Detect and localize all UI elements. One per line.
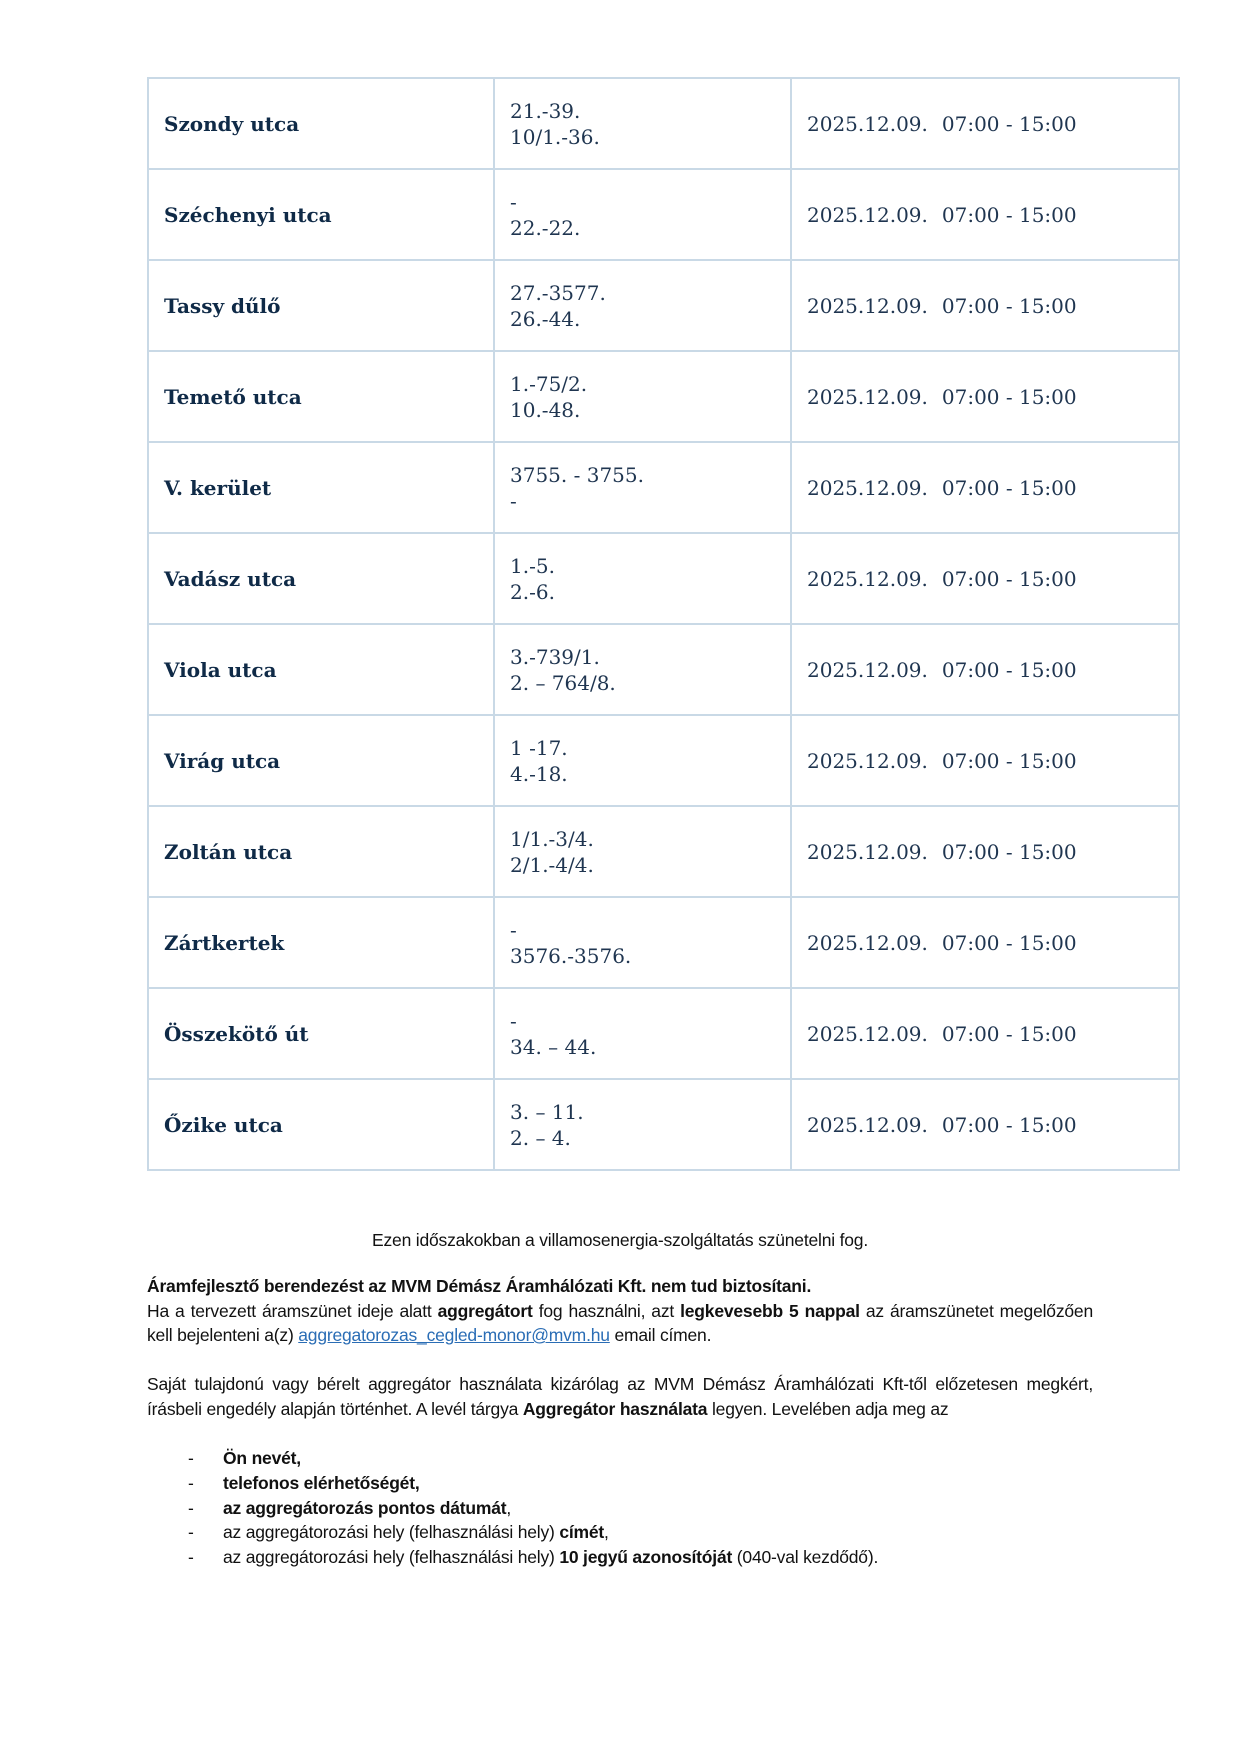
house-numbers-even: 26.-44. xyxy=(510,306,581,331)
outage-date: 2025.12.09. xyxy=(807,293,928,318)
generator-notice-body: Ha a tervezett áramszünet ideje alatt aggregátort fog használni, azt legkevesebb 5 nappal az áramszünetet megelőzően kell bejelenteni a(z) aggregatorozas_cegled-monor@mvm.hu email címen. xyxy=(147,1300,1093,1345)
house-numbers-odd: 1.-75/2. xyxy=(510,371,588,396)
outage-time xyxy=(791,806,1179,897)
outage-date: 2025.12.09. xyxy=(807,384,928,409)
house-numbers xyxy=(494,260,791,351)
outage-schedule-table xyxy=(147,77,1180,1171)
table-row xyxy=(148,260,1179,351)
house-numbers-even: 2. – 4. xyxy=(510,1125,571,1150)
house-numbers-even: 2. – 764/8. xyxy=(510,670,616,695)
house-numbers xyxy=(494,624,791,715)
house-numbers-odd: - xyxy=(510,1008,517,1033)
outage-time xyxy=(791,260,1179,351)
outage-date: 2025.12.09. xyxy=(807,1112,928,1137)
house-numbers-odd: 27.-3577. xyxy=(510,280,606,305)
outage-date: 2025.12.09. xyxy=(807,1021,928,1046)
street-name: Zoltán utca xyxy=(148,806,494,897)
list-item: - az aggregátorozási hely (felhasználási hely) 10 jegyű azonosítóját (040-val kezdődő). xyxy=(147,1545,1093,1570)
outage-hours: 07:00 - 15:00 xyxy=(941,748,1077,773)
outage-time xyxy=(791,988,1179,1079)
outage-time xyxy=(791,1079,1179,1170)
list-item: - telefonos elérhetőségét, xyxy=(147,1471,1093,1496)
outage-time xyxy=(791,624,1179,715)
house-numbers-even: 34. – 44. xyxy=(510,1034,597,1059)
house-numbers-odd: 3. – 11. xyxy=(510,1099,584,1124)
house-numbers-even: 22.-22. xyxy=(510,215,581,240)
table-row xyxy=(148,169,1179,260)
generator-notice-paragraph xyxy=(147,1274,1093,1348)
outage-time xyxy=(791,442,1179,533)
outage-hours: 07:00 - 15:00 xyxy=(941,839,1077,864)
outage-time xyxy=(791,715,1179,806)
street-name: Vadász utca xyxy=(148,533,494,624)
house-numbers xyxy=(494,897,791,988)
outage-time xyxy=(791,897,1179,988)
table-row xyxy=(148,624,1179,715)
table-row xyxy=(148,78,1179,169)
dash-bullet-icon: - xyxy=(188,1522,194,1543)
house-numbers xyxy=(494,806,791,897)
house-numbers-even: 2.-6. xyxy=(510,579,555,604)
house-numbers-even: 3576.-3576. xyxy=(510,943,632,968)
outage-hours: 07:00 - 15:00 xyxy=(941,202,1077,227)
house-numbers xyxy=(494,1079,791,1170)
outage-time xyxy=(791,78,1179,169)
street-name: Szondy utca xyxy=(148,78,494,169)
list-item: - az aggregátorozási hely (felhasználási hely) címét, xyxy=(147,1520,1093,1545)
outage-time xyxy=(791,533,1179,624)
street-name: Összekötő út xyxy=(148,988,494,1079)
outage-date: 2025.12.09. xyxy=(807,839,928,864)
street-name: Temető utca xyxy=(148,351,494,442)
house-numbers-odd: 1 -17. xyxy=(510,735,568,760)
street-name: Zártkertek xyxy=(148,897,494,988)
outage-hours: 07:00 - 15:00 xyxy=(941,293,1077,318)
table-row xyxy=(148,1079,1179,1170)
house-numbers-odd: 1.-5. xyxy=(510,553,555,578)
dash-bullet-icon: - xyxy=(188,1547,194,1568)
dash-bullet-icon: - xyxy=(188,1448,194,1468)
street-name: Tassy dűlő xyxy=(148,260,494,351)
generator-notice-heading: Áramfejlesztő berendezést az MVM Démász Áramhálózati Kft. nem tud biztosítani. xyxy=(147,1276,812,1296)
required-info-list xyxy=(147,1446,1093,1570)
house-numbers-odd: 3.-739/1. xyxy=(510,644,600,669)
outage-hours: 07:00 - 15:00 xyxy=(941,111,1077,136)
outage-date: 2025.12.09. xyxy=(807,657,928,682)
outage-date: 2025.12.09. xyxy=(807,748,928,773)
outage-date: 2025.12.09. xyxy=(807,111,928,136)
table-row xyxy=(148,351,1179,442)
table-row xyxy=(148,533,1179,624)
permission-paragraph: Saját tulajdonú vagy bérelt aggregátor használata kizárólag az MVM Démász Áramhálózati Kft-től előzetesen megkért, írásbeli engedély alapján történhet. A levél tárgya Aggregátor használata legyen. Levelében adja meg az xyxy=(147,1374,1093,1419)
outage-hours: 07:00 - 15:00 xyxy=(941,566,1077,591)
outage-hours: 07:00 - 15:00 xyxy=(941,475,1077,500)
email-link[interactable]: aggregatorozas_cegled-monor@mvm.hu xyxy=(298,1325,610,1345)
outage-date: 2025.12.09. xyxy=(807,930,928,955)
house-numbers xyxy=(494,533,791,624)
list-item: - Ön nevét, xyxy=(147,1446,1093,1471)
outage-hours: 07:00 - 15:00 xyxy=(941,657,1077,682)
outage-hours: 07:00 - 15:00 xyxy=(941,1112,1077,1137)
house-numbers-odd: 21.-39. xyxy=(510,98,581,123)
dash-bullet-icon: - xyxy=(188,1472,194,1493)
table-row xyxy=(148,897,1179,988)
house-numbers-even: 2/1.-4/4. xyxy=(510,852,594,877)
outage-time xyxy=(791,169,1179,260)
table-row xyxy=(148,442,1179,533)
outage-hours: 07:00 - 15:00 xyxy=(941,1021,1077,1046)
house-numbers-even: 10/1.-36. xyxy=(510,124,600,149)
house-numbers-odd: - xyxy=(510,917,517,942)
list-item: - az aggregátorozás pontos dátumát, xyxy=(147,1496,1093,1521)
house-numbers xyxy=(494,169,791,260)
outage-time xyxy=(791,351,1179,442)
street-name: Viola utca xyxy=(148,624,494,715)
house-numbers-odd: 3755. - 3755. xyxy=(510,462,644,487)
table-row xyxy=(148,715,1179,806)
dash-bullet-icon: - xyxy=(188,1497,194,1518)
service-interruption-note: Ezen időszakokban a villamosenergia-szolgáltatás szünetelni fog. xyxy=(372,1230,868,1250)
house-numbers-odd: - xyxy=(510,189,517,214)
table-row xyxy=(148,806,1179,897)
house-numbers xyxy=(494,351,791,442)
street-name: V. kerület xyxy=(148,442,494,533)
house-numbers xyxy=(494,78,791,169)
outage-hours: 07:00 - 15:00 xyxy=(941,930,1077,955)
outage-date: 2025.12.09. xyxy=(807,475,928,500)
street-name: Virág utca xyxy=(148,715,494,806)
house-numbers-even: 10.-48. xyxy=(510,397,581,422)
house-numbers-odd: 1/1.-3/4. xyxy=(510,826,594,851)
outage-hours: 07:00 - 15:00 xyxy=(941,384,1077,409)
house-numbers xyxy=(494,715,791,806)
house-numbers-even: - xyxy=(510,488,517,513)
street-name: Széchenyi utca xyxy=(148,169,494,260)
street-name: Őzike utca xyxy=(148,1079,494,1170)
house-numbers-even: 4.-18. xyxy=(510,761,568,786)
outage-date: 2025.12.09. xyxy=(807,202,928,227)
table-row xyxy=(148,988,1179,1079)
house-numbers xyxy=(494,988,791,1079)
house-numbers xyxy=(494,442,791,533)
outage-date: 2025.12.09. xyxy=(807,566,928,591)
